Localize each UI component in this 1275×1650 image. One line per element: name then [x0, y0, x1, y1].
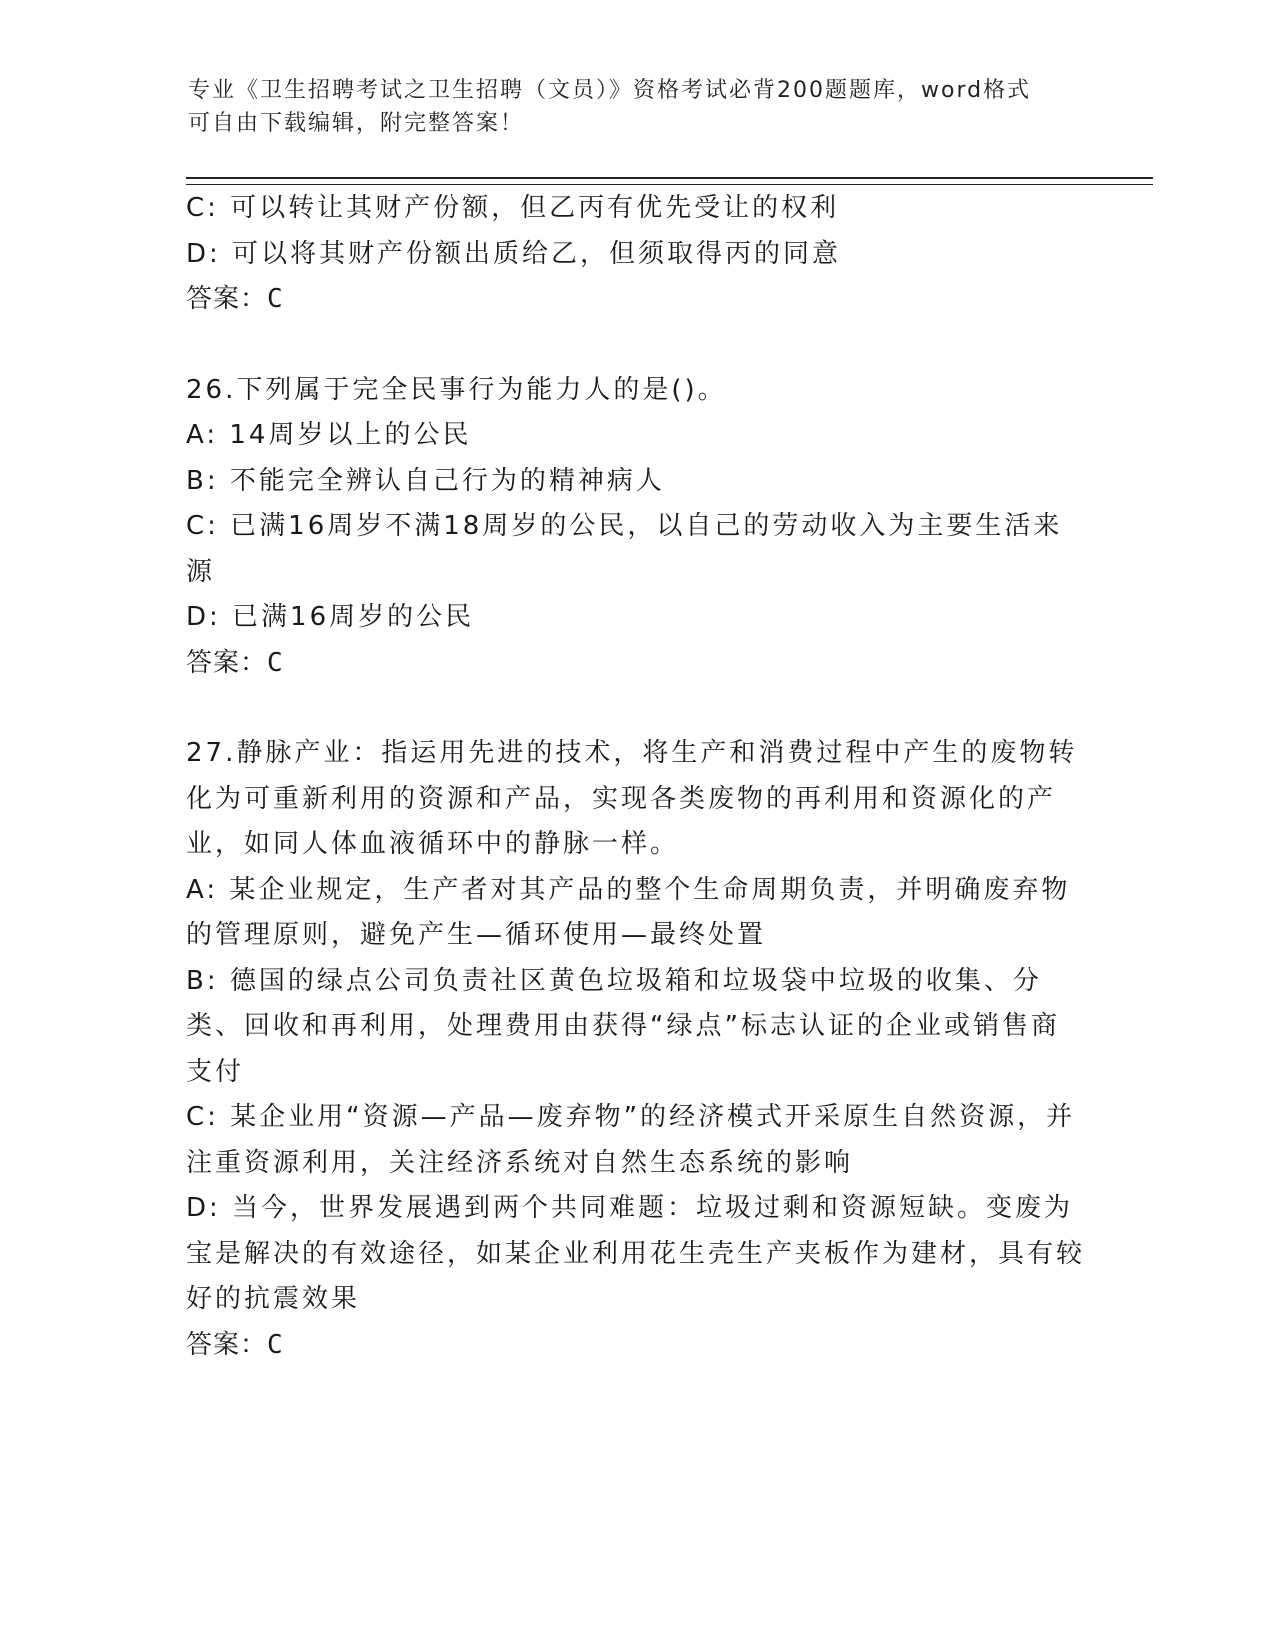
option-b: B: 不能完全辨认自己行为的精神病人 [186, 465, 665, 496]
option-d: D: 当今，世界发展遇到两个共同难题：垃圾过剩和资源短缺。变废为宝是解决的有效途径，如某企业利用花生壳生产夹板作为建材，具有较好的抗震效果 [186, 1193, 1086, 1314]
spacer [186, 323, 1086, 368]
option-d: D: 已满16周岁的公民 [186, 602, 475, 632]
option-d: D: 可以将其财产份额出质给乙，但须取得丙的同意 [186, 238, 842, 269]
question-text: 26.下列属于完全民事行为能力人的是()。 [186, 374, 727, 405]
header-title-line-1: 专业《卫生招聘考试之卫生招聘（文员）》资格考试必背200题题库，word格式 [188, 78, 1032, 103]
option-a: A: 14周岁以上的公民 [186, 420, 472, 450]
question-27 [186, 731, 1086, 1368]
question-text: 27.静脉产业：指运用先进的技术，将生产和消费过程中产生的废物转化为可重新利用的资源和产品，实现各类废物的再利用和资源化的产业，如同人体血液循环中的静脉一样。 [186, 738, 1078, 859]
document-body [186, 186, 1086, 1368]
option-b: B: 德国的绿点公司负责社区黄色垃圾箱和垃圾袋中垃圾的收集、分类、回收和再利用，处理费用由获得“绿点”标志认证的企业或销售商支付 [186, 965, 1060, 1087]
answer-label: 答案：C [186, 1329, 284, 1360]
option-a: A: 某企业规定，生产者对其产品的整个生命周期负责，并明确废弃物的管理原则，避免产生—循环使用—最终处置 [186, 874, 1071, 950]
option-c: C: 可以转让其财产份额，但乙丙有优先受让的权利 [186, 193, 840, 223]
answer-label: 答案：C [186, 647, 284, 678]
option-c: C: 某企业用“资源—产品—废弃物”的经济模式开采原生自然资源，并注重资源利用，关注经济系统对自然生态系统的影响 [186, 1102, 1076, 1178]
answer-label: 答案：C [186, 284, 284, 314]
question-25-tail [186, 186, 1086, 323]
question-26 [186, 368, 1086, 687]
spacer [186, 686, 1086, 731]
option-c: C: 已满16周岁不满18周岁的公民，以自己的劳动收入为主要生活来源 [186, 511, 1063, 587]
header-title-line-2: 可自由下载编辑，附完整答案！ [188, 111, 525, 136]
page-header [188, 74, 1068, 140]
header-divider [186, 177, 1153, 185]
